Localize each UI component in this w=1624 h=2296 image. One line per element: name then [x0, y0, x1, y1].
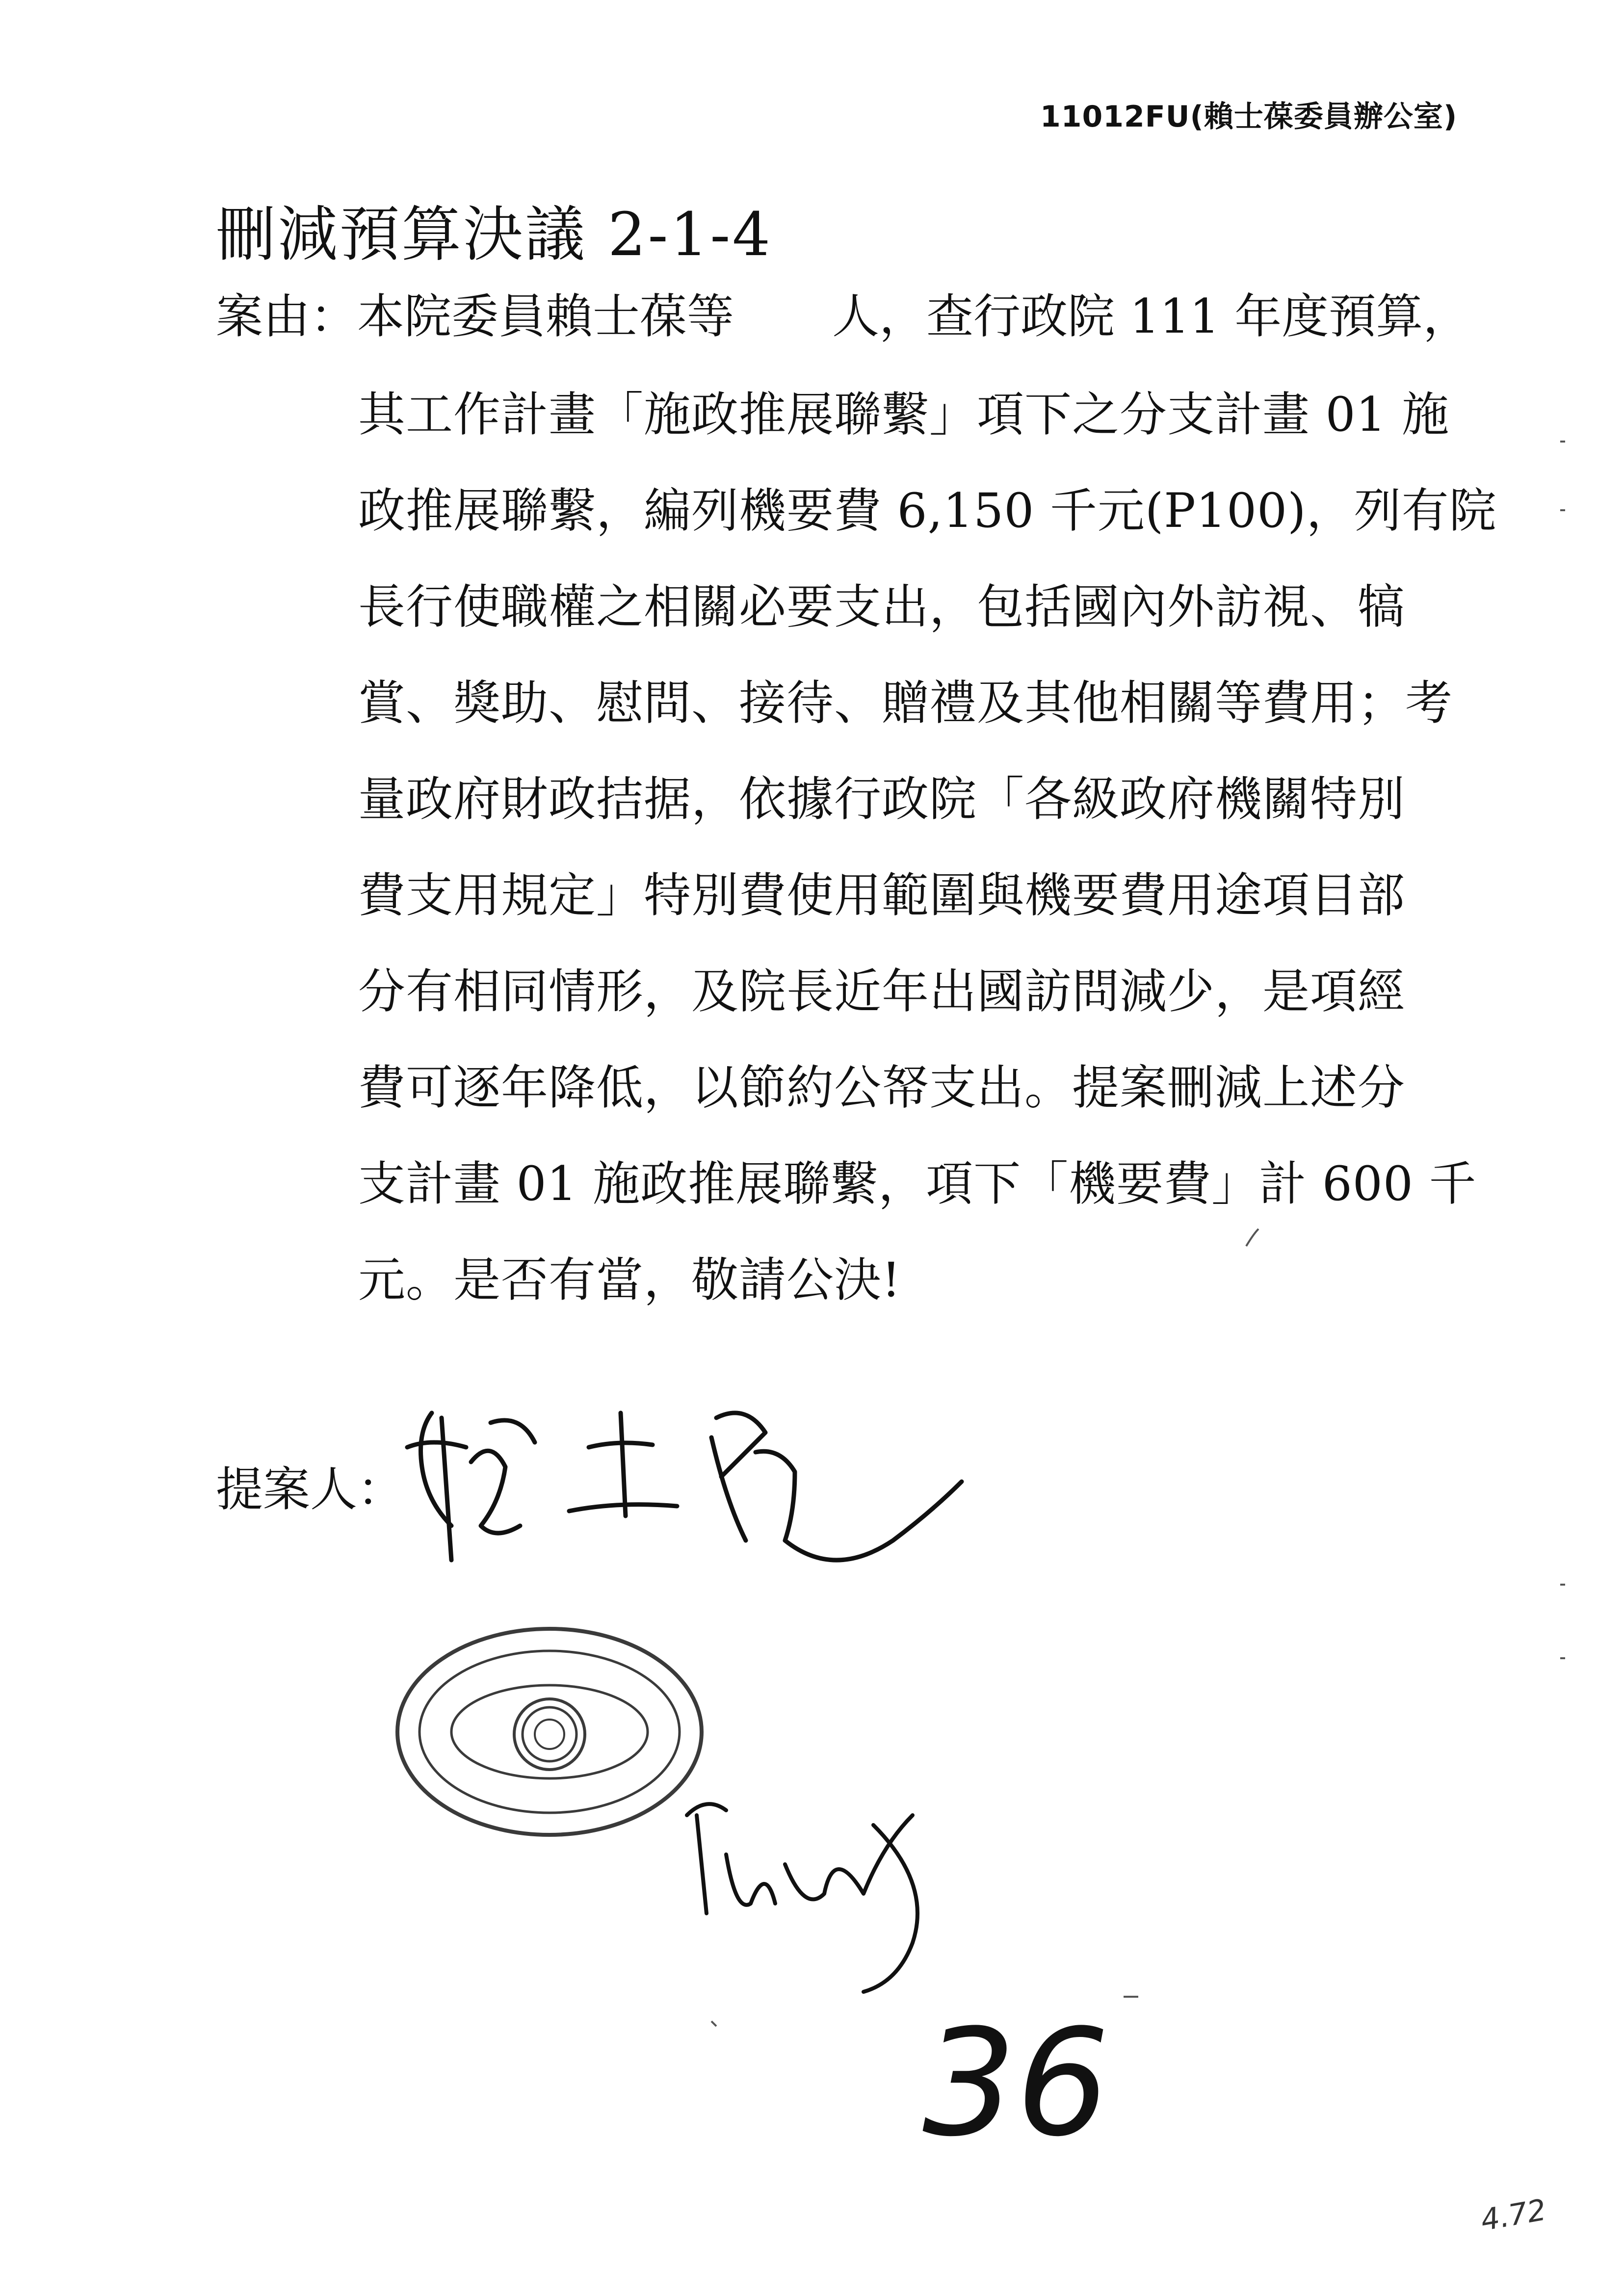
body-line: 賞、獎助、慰問、接待、贈禮及其他相關等費用；考	[358, 676, 1453, 731]
corner-note: 4.72	[1478, 2192, 1549, 2238]
body-line: 費可逐年降低，以節約公帑支出。提案刪減上述分	[358, 1060, 1405, 1115]
body-line: 長行使職權之相關必要支出，包括國內外訪視、犒	[358, 579, 1405, 634]
office-code: 11012FU(賴士葆委員辦公室)	[1040, 100, 1458, 134]
body-line: 量政府財政拮据，依據行政院「各級政府機關特別	[358, 772, 1405, 827]
case-text-b: 人，查行政院 111 年度預算，	[832, 289, 1470, 344]
proposer-label: 提案人：	[216, 1462, 404, 1517]
case-label: 案由：	[216, 289, 357, 344]
page-number: 36	[922, 1998, 1110, 2169]
body-line: 費支用規定」特別費使用範圍與機要費用途項目部	[358, 868, 1405, 923]
body-line: 支計畫 01 施政推展聯繫，項下「機要費」計 600 千	[358, 1156, 1477, 1211]
body-line: 政推展聯繫，編列機要費 6,150 千元(P100)，列有院	[358, 483, 1497, 538]
body-line: 分有相同情形，及院長近年出國訪問減少，是項經	[358, 964, 1405, 1019]
case-text-a: 本院委員賴士葆等	[357, 289, 734, 344]
document-title: 刪減預算決議 2-1-4	[216, 200, 773, 269]
body-line: 其工作計畫「施政推展聯繫」項下之分支計畫 01 施	[358, 387, 1450, 442]
body-line: 元。是否有當，敬請公決!	[358, 1252, 901, 1307]
